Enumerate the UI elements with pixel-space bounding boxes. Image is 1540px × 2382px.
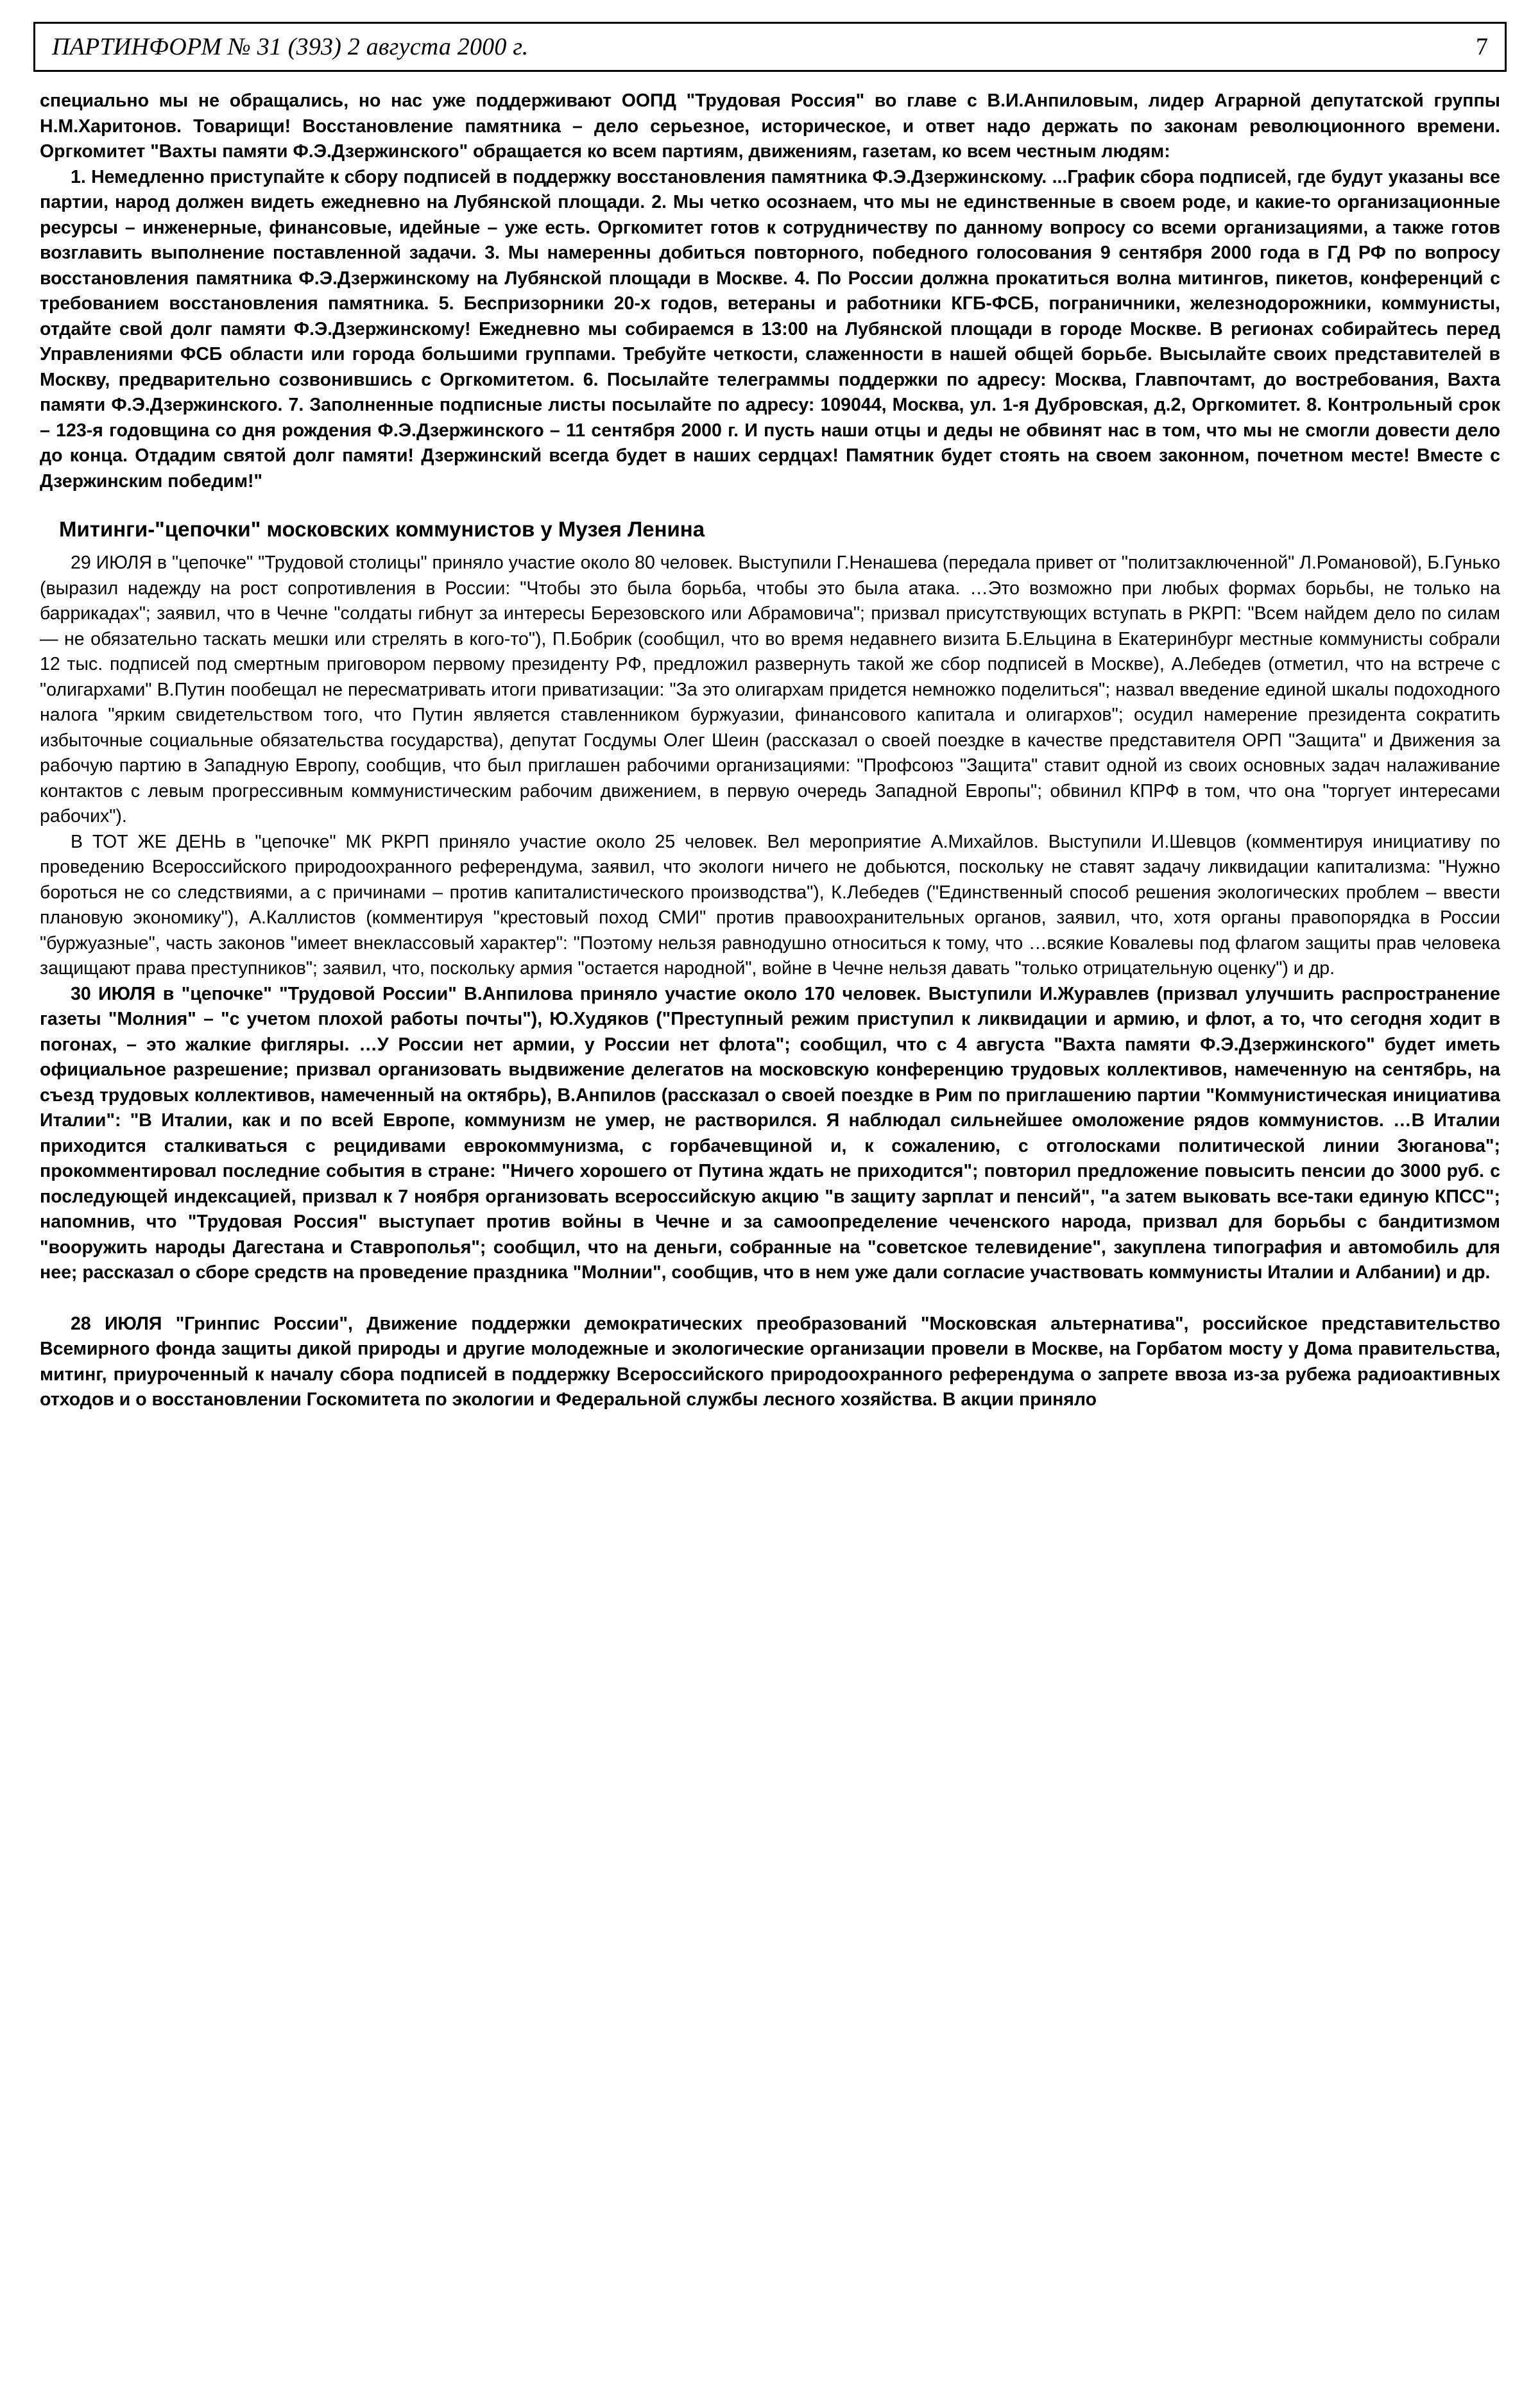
paragraph-appeal-list: 1. Немедленно приступайте к сбору подписей в поддержку восстановления памятника Ф.Э.Дзержинскому. ...График сбора подписей, где будут указаны все партии, народ должен видеть ежедневно на Лубянской площади. 2. Мы четко осознаем, что мы не единственные в своем роде, и какие-то организационные ресурсы – инженерные, финансовые, идейные – уже есть. Оргкомитет готов к сотрудничеству по данному вопросу со всеми организациями, а также готов возглавить выполнение поставленной задачи. 3. Мы намеренны добиться повторного, победного голосования 9 сентября 2000 года в ГД РФ по вопросу восстановления памятника Ф.Э.Дзержинскому на Лубянской площади в Москве. 4. По России должна прокатиться волна митингов, пикетов, конференций с требованием восстановления памятника. 5. Беспризорники 20-х годов, ветераны и работники КГБ-ФСБ, пограничники, железнодорожники, коммунисты, отдайте свой долг памяти Ф.Э.Дзержинскому! Ежедневно мы собираемся в 13:00 на Лубянской площади в городе Москве. В регионах собирайтесь перед Управлениями ФСБ области или города большими группами. Требуйте четкости, слаженности в нашей общей борьбе. Высылайте своих представителей в Москву, предварительно созвонившись с Оргкомитетом. 6. Посылайте телеграммы поддержки по адресу: Москва, Главпочтамт, до востребования, Вахта памяти Ф.Э.Дзержинского. 7. Заполненные подписные листы посылайте по адресу: 109044, Москва, ул. 1-я Дубровская, д.2, Оргкомитет. 8. Контрольный срок – 123-я годовщина со дня рождения Ф.Э.Дзержинского – 11 сентября 2000 г. И пусть наши отцы и деды не обвинят нас в том, что мы не смогли довести дело до конца. Отдадим святой долг памяти! Дзержинский всегда будет в наших сердцах! Памятник будет стоять на своем законном, почетном месте! Вместе с Дзержинским победим!" <box>40 166 1500 492</box>
article-body <box>33 89 1507 1413</box>
page-number: 7 <box>1476 33 1488 60</box>
paragraph-28-july: 28 ИЮЛЯ "Гринпис России", Движение поддержки демократических преобразований "Московская альтернатива", российское представительство Всемирного фонда защиты дикой природы и другие молодежные и экологические организации провели в Москве, на Горбатом мосту у Дома правительства, митинг, приуроченный к началу сбора подписей в поддержку Всероссийского природоохранного референдума о запрете ввоза из-за рубежа радиоактивных отходов и о восстановлении Госкомитета по экологии и Федеральной службы лесного хозяйства. В акции приняло <box>40 1313 1500 1410</box>
page-header <box>33 22 1507 72</box>
publication-title: ПАРТИНФОРМ № 31 (393) 2 августа 2000 г. <box>52 33 529 60</box>
paragraph-29-july: 29 ИЮЛЯ в "цепочке" "Трудовой столицы" приняло участие около 80 человек. Выступили Г.Ненашева (передала привет от "политзаключенной" Л.Романовой), Б.Гунько (выразил надежду на рост сопротивления в России: "Чтобы это была борьба, чтобы это была атака. …Это возможно при любых формах борьбы, не только на баррикадах"; заявил, что в Чечне "солдаты гибнут за интересы Березовского или Абрамовича"; призвал присутствующих вступать в РКРП: "Всем найдем дело по силам — не обязательно таскать мешки или стрелять в кого-то"), П.Бобрик (сообщил, что во время недавнего визита Б.Ельцина в Екатеринбург местные коммунисты собрали 12 тыс. подписей под смертным приговором первому президенту РФ, предложил развернуть такой же сбор подписей в Москве), А.Лебедев (отметил, что на встрече с "олигархами" В.Путин пообещал не пересматривать итоги приватизации: "За это олигархам придется немножко поделиться"; назвал введение единой шкалы подоходного налога "ярким свидетельством того, что Путин является ставленником буржуазии, финансового капитала и олигархов"; осудил намерение президента сократить избыточные социальные обязательства государства), депутат Госдумы Олег Шеин (рассказал о своей поездке в качестве представителя ОРП "Защита" и Движения за рабочую партию в Западную Европу, сообщив, что был приглашен рабочими организациями: "Профсоюз "Защита" ставит одной из своих основных задач налаживание контактов с левым прогрессивным коммунистическим рабочим движением, в первую очередь Западной Европы"; обвинил КПРФ в том, что она "торгует интересами рабочих"). <box>40 553 1500 827</box>
paragraph-same-day: В ТОТ ЖЕ ДЕНЬ в "цепочке" МК РКРП приняло участие около 25 человек. Вел мероприятие А.Михайлов. Выступили И.Шевцов (комментируя инициативу по проведению Всероссийского природоохранного референдума, заявил, что экологи ничего не добьются, поскольку не ставят задачу ликвидации капитализма: "Нужно бороться не со следствиями, а с причинами – против капиталистического производства"), К.Лебедев ("Единственный способ решения экологических проблем – ввести плановую экономику"), А.Каллистов (комментируя "крестовый поход СМИ" против правоохранительных органов, заявил, что, хотя органы правопорядка в России "буржуазные", часть законов "имеет внеклассовый характер": "Поэтому нельзя равнодушно относиться к тому, что …всякие Ковалевы под флагом защиты прав человека защищают права преступников"; заявил, что, поскольку армия "остается народной", войне в Чечне нельзя давать "только отрицательную оценку") и др. <box>40 831 1500 979</box>
section-heading-meetings: Митинги-"цепочки" московских коммунистов у Музея Ленина <box>59 517 705 541</box>
paragraph-intro: специально мы не обращались, но нас уже поддерживают ООПД "Трудовая Россия" во главе с В.И.Анпиловым, лидер Аграрной депутатской группы Н.М.Харитонов. Товарищи! Восстановление памятника – дело серьезное, историческое, и ответ надо держать по законам революционного времени. Оргкомитет "Вахты памяти Ф.Э.Дзержинского" обращается ко всем партиям, движениям, газетам, ко всем честным людям: <box>40 90 1500 162</box>
paragraph-spacer <box>40 1286 1500 1312</box>
paragraph-30-july: 30 ИЮЛЯ в "цепочке" "Трудовой России" В.Анпилова приняло участие около 170 человек. Выступили И.Журавлев (призвал улучшить распространение газеты "Молния" – "с учетом плохой работы почты"), Ю.Худяков ("Преступный режим приступил к ликвидации и армию, и флот, а то, что сегодня ходит в погонах, – это жалкие фигляры. …У России нет армии, у России нет флота"; сообщил, что с 4 августа "Вахта памяти Ф.Э.Дзержинского" будет иметь официальное разрешение; призвал организовать выдвижение делегатов на московскую конференцию трудовых коллективов, намеченную на сентябрь, на съезд трудовых коллективов, намеченный на октябрь), В.Анпилов (рассказал о своей поездке в Рим по приглашению партии "Коммунистическая инициатива Италии": "В Италии, как и по всей Европе, коммунизм не умер, не растворился. Я наблюдал сильнейшее омоложение рядов коммунистов. …В Италии приходится сталкиваться с рецидивами еврокоммунизма, с горбачевщиной и, к сожалению, с отголосками политической линии Зюганова"; прокомментировал последние события в стране: "Ничего хорошего от Путина ждать не приходится"; повторил предложение повысить пенсии до 3000 руб. с последующей индексацией, призвал к 7 ноября организовать всероссийскую акцию "в защиту зарплат и пенсий", "а затем выковать все-таки единую КПСС"; напомнив, что "Трудовая Россия" выступает против войны в Чечне и за самоопределение чеченского народа, призвал для борьбы с бандитизмом "вооружить народы Дагестана и Ставрополья"; сообщил, что на деньги, собранные на "советское телевидение", закуплена типография и автомобиль для нее; рассказал о сборе средств на проведение праздника "Молнии", сообщив, что в нем уже дали согласие участвовать коммунисты Италии и Албании) и др. <box>40 983 1500 1283</box>
